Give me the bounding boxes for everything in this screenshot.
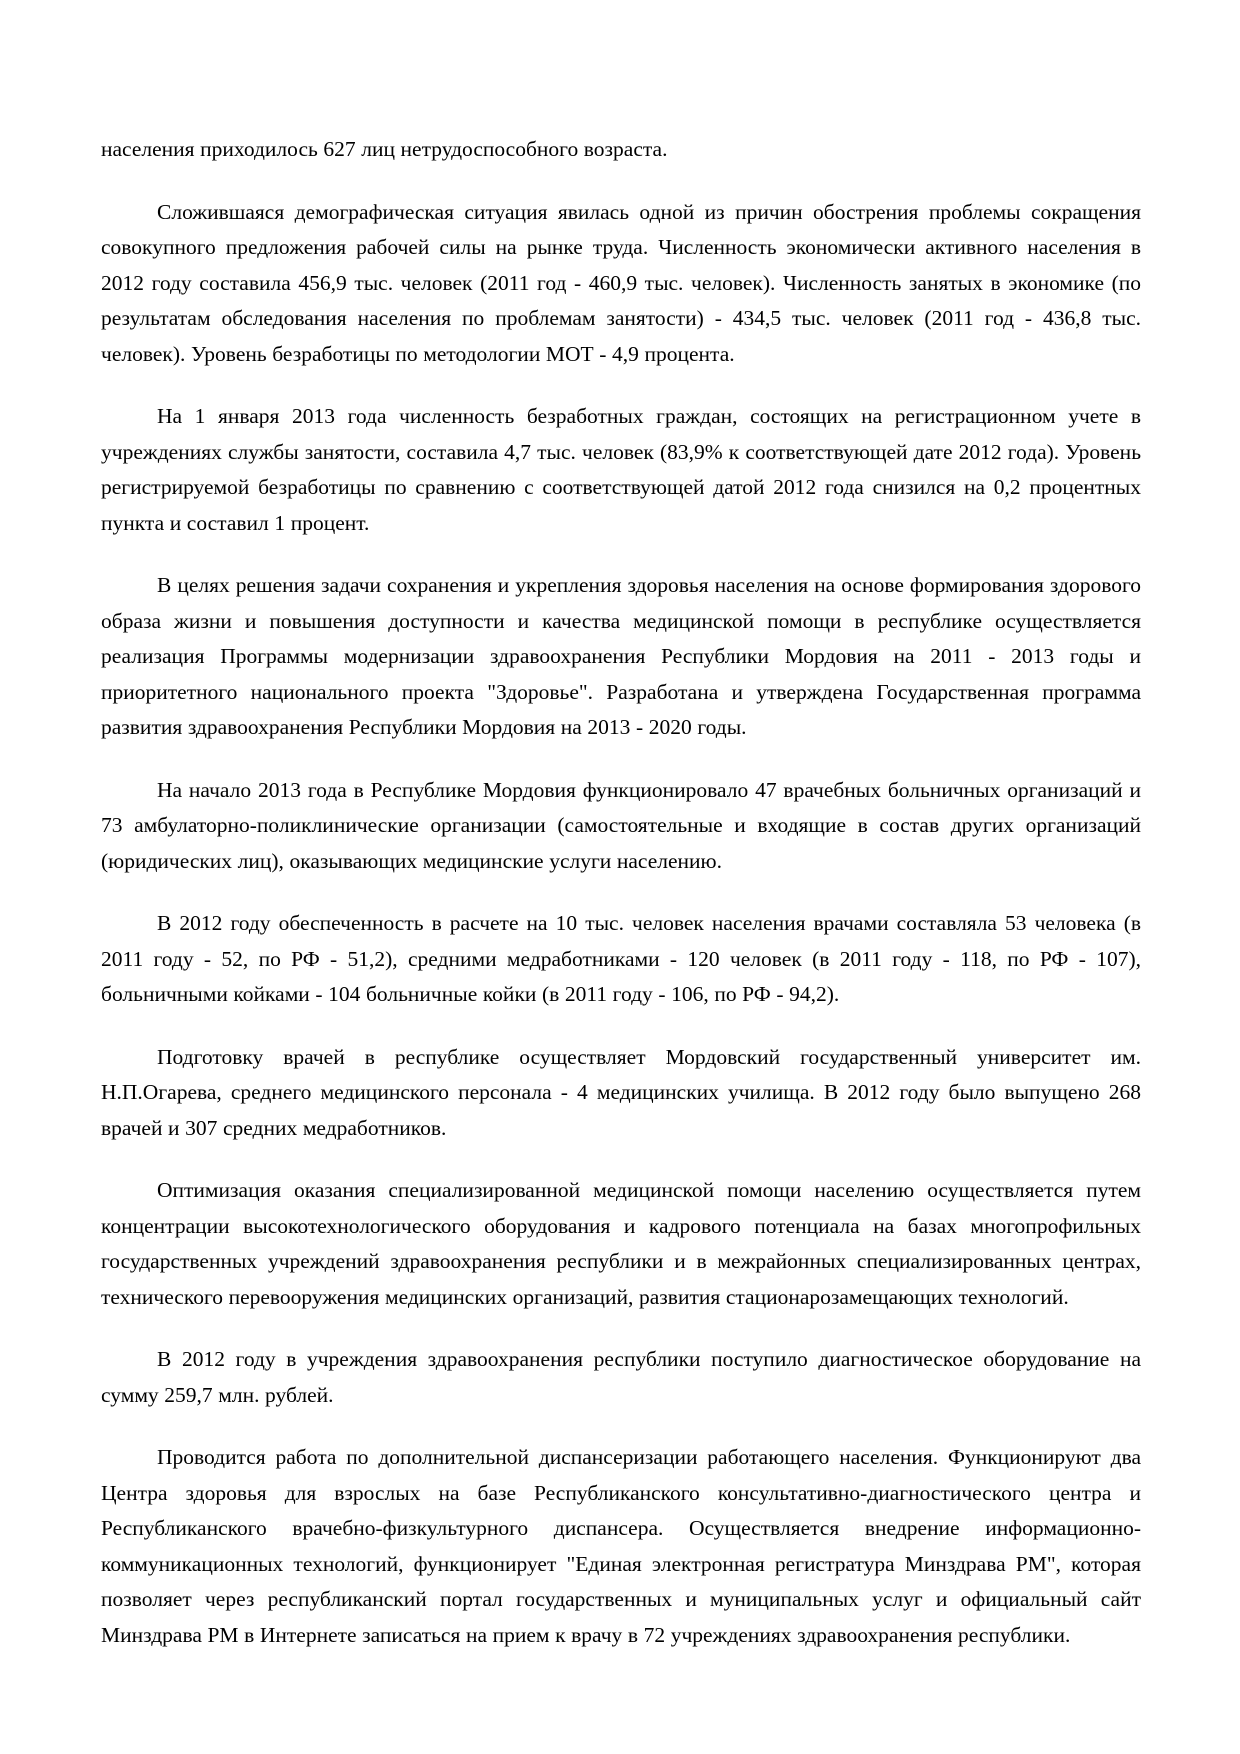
paragraph-equipment: В 2012 году в учреждения здравоохранения республики поступило диагностическое оборудование на сумму 259,7 млн. рублей. xyxy=(101,1347,1141,1407)
document-text-body xyxy=(101,132,1141,1653)
paragraph-training: Подготовку врачей в республике осуществляет Мордовский государственный университет им. Н.П.Огарева, среднего медицинского персонала - 4 медицинских училища. В 2012 году было выпущено 268 врачей и 307 средних медработников. xyxy=(101,1044,1141,1140)
paragraph-dispensary: Проводится работа по дополнительной диспансеризации работающего населения. Функционируют два Центра здоровья для взрослых на базе Республиканского консультативно-диагностического центра и Республиканского врачебно-физкультурного диспансера. Осуществляется внедрение информационно-коммуникационных технологий, функционирует "Единая электронная регистратура Минздрава РМ", которая позволяет через республиканский портал государственных и муниципальных услуг и официальный сайт Минздрава РМ в Интернете записаться на прием к врачу в 72 учреждениях здравоохранения республики. xyxy=(101,1445,1141,1647)
paragraph-organizations: На начало 2013 года в Республике Мордовия функционировало 47 врачебных больничных организаций и 73 амбулаторно-поликлинические организации (самостоятельные и входящие в состав других организаций (юридических лиц), оказывающих медицинские услуги населению. xyxy=(101,777,1141,873)
paragraph-demography: Сложившаяся демографическая ситуация явилась одной из причин обострения проблемы сокращения совокупного предложения рабочей силы на рынке труда. Численность экономически активного населения в 2012 году составила 456,9 тыс. человек (2011 год - 460,9 тыс. человек). Численность занятых в экономике (по результатам обследования населения по проблемам занятости) - 434,5 тыс. человек (2011 год - 436,8 тыс. человек). Уровень безработицы по методологии МОТ - 4,9 процента. xyxy=(101,199,1141,366)
paragraph-unemployment: На 1 января 2013 года численность безработных граждан, состоящих на регистрационном учете в учреждениях службы занятости, составила 4,7 тыс. человек (83,9% к соответствующей дате 2012 года). Уровень регистрируемой безработицы по сравнению с соответствующей датой 2012 года снизился на 0,2 процентных пункта и составил 1 процент. xyxy=(101,404,1141,535)
paragraph-provision: В 2012 году обеспеченность в расчете на 10 тыс. человек населения врачами составляла 53 человека (в 2011 году - 52, по РФ - 51,2), средними медработниками - 120 человек (в 2011 году - 118, по РФ - 107), больничными койками - 104 больничные койки (в 2011 году - 106, по РФ - 94,2). xyxy=(101,911,1141,1006)
paragraph-health-program: В целях решения задачи сохранения и укрепления здоровья населения на основе формирования здорового образа жизни и повышения доступности и качества медицинской помощи в республике осуществляется реализация Программы модернизации здравоохранения Республики Мордовия на 2011 - 2013 годы и приоритетного национального проекта "Здоровье". Разработана и утверждена Государственная программа развития здравоохранения Республики Мордовия на 2013 - 2020 годы. xyxy=(101,573,1141,739)
paragraph-continuation: населения приходилось 627 лиц нетрудоспособного возраста. xyxy=(101,137,668,161)
paragraph-optimization: Оптимизация оказания специализированной медицинской помощи населению осуществляется путем концентрации высокотехнологического оборудования и кадрового потенциала на базах многопрофильных государственных учреждений здравоохранения республики и в межрайонных специализированных центрах, технического перевооружения медицинских организаций, развития стационарозамещающих технологий. xyxy=(101,1178,1141,1309)
